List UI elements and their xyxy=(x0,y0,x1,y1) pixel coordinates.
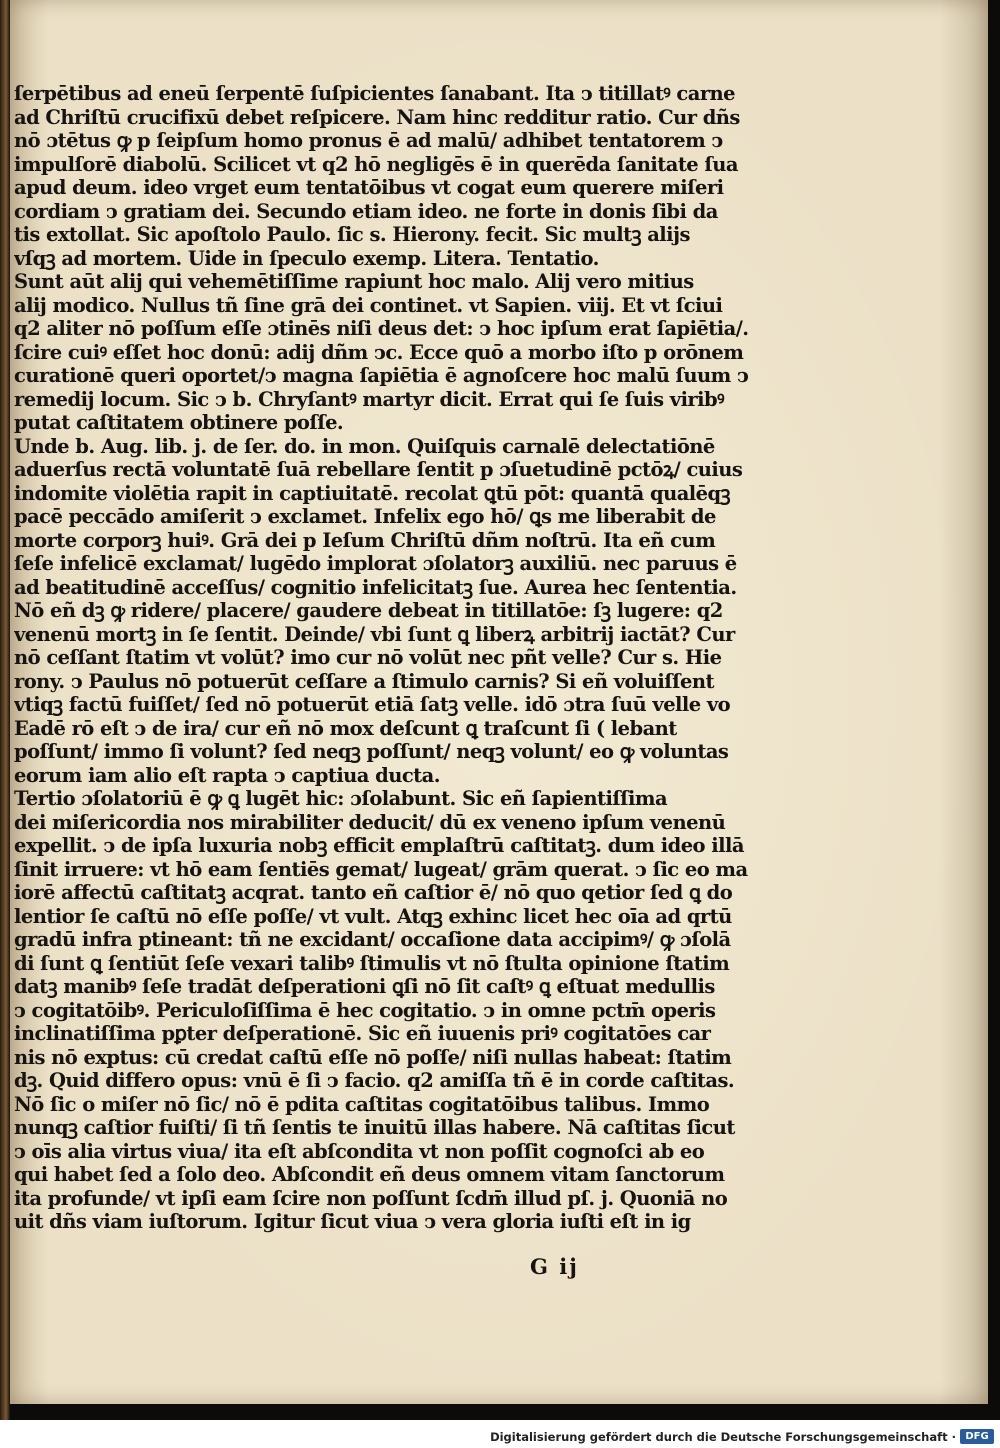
text-line: remedij locum. Sic ↄ b. Chryſantꝰ martyr dicit. Errat qui ſe ſuis viribꝰ xyxy=(14,387,724,411)
text-line: ↄ cogitatōibꝰ. Periculoſiſſima ē hec cogitatio. ↄ in omne pctm̄ operis xyxy=(14,998,716,1022)
text-line: Nō eñ dꝫ ꝙ ridere/ placere/ gaudere debeat in titillatōe: ſꝫ lugere: q2 xyxy=(14,599,723,622)
text-line: ſinit irruere: vt hō eam ſentiēs gemat/ lugeat/ grām querat. ↄ ſic eo ma xyxy=(14,857,748,881)
text-line: ſeſe infelicē exclamat/ lugēdo implorat ɔſolatorꝫ auxiliū. nec paruus ē xyxy=(14,552,737,575)
text-line: q2 aliter nō poſſum eſſe ɔtinēs niſi deus det: ↄ hoc ipſum erat ſapiētia/. xyxy=(14,317,749,340)
text-line: nō ɔtētus ꝙ p ſeipſum homo pronus ē ad malū/ adhibet tentatorem ↄ xyxy=(14,129,723,152)
text-line: ad beatitudinē acceſſus/ cognitio infelicitatꝫ ſue. Aurea hec ſententia. xyxy=(14,575,737,599)
text-line: Nō ſic o miſer nō ſic/ nō ē pdita caſtitas cogitatōibus talibus. Immo xyxy=(14,1092,710,1116)
text-line: indomite violētia rapit in captiuitatē. recolat ꝗtū pōt: quantā qualēqꝫ xyxy=(14,481,731,505)
text-line: ſcire cuiꝰ eſſet hoc donū: adij dñm ↄc. Ecce quō a morbo iſto p orōnem xyxy=(14,340,744,364)
text-line: di ſunt ꝗ ſentiūt ſeſe vexari talibꝰ ſtimulis vt nō ſtulta opinione ſtatim xyxy=(14,951,730,975)
text-line: Tertio ɔſolatoriū ē ꝙ ꝗ lugēt hic: ɔſolabunt. Sic eñ ſapientiſſima xyxy=(14,787,668,810)
text-line: Eadē rō eſt ↄ de ira/ cur eñ nō mox deſcunt ꝗ traſcunt ſi ( lebant xyxy=(14,716,677,740)
text-line: aduerſus rectā voluntatē ſuā rebellare ſentit p ɔſuetudinē pctōꝝ/ cuius xyxy=(14,458,743,481)
text-line: poſſunt/ immo ſi volunt? ſed neqꝫ poſſunt/ neqꝫ volunt/ eo ꝙ voluntas xyxy=(14,740,729,763)
text-line: vſqꝫ ad mortem. Uide in ſpeculo exemp. Litera. Tentatio. xyxy=(14,246,599,270)
text-line: morte corporꝫ huiꝰ. Grā dei p Ieſum Chriſtū dñm noſtrū. Ita eñ cum xyxy=(14,528,716,552)
text-line: putat caſtitatem obtinere poſſe. xyxy=(14,411,344,434)
text-line: ſerpētibus ad eneū ſerpentē ſuſpicientes ſanabant. Ita ↄ titillatꝰ carne xyxy=(14,82,736,105)
text-line: expellit. ↄ de ipſa luxuria nobꝫ efficit emplaſtrū caſtitatꝫ. dum ideo illā xyxy=(14,834,744,857)
funding-credit: Digitalisierung gefördert durch die Deutsche Forschungsgemeinschaft · xyxy=(490,1430,956,1444)
text-line: impulſorē diabolū. Scilicet vt q2 hō negligēs ē in querēda ſanitate ſua xyxy=(14,152,738,176)
text-line: vtiqꝫ factū fuiſſet/ ſed nō potuerūt etiā ſatꝫ velle. idō ɔtra ſuū velle vo xyxy=(14,693,731,716)
text-line: dei miſericordia nos mirabiliter deducit/ dū ex veneno ipſum venenū xyxy=(14,810,726,834)
book-binding-edge xyxy=(0,0,10,1420)
text-line: rony. ↄ Paulus nō potuerūt ceſſare a ſtimulo carnis? Si eñ voluiſſent xyxy=(14,669,714,693)
dfg-logo: DFG xyxy=(960,1429,994,1444)
text-line: inclinatiſſima pꝑter deſperationē. Sic eñ iuuenis priꝰ cogitatōes car xyxy=(14,1022,711,1045)
text-line: alij modico. Nullus tñ ſine grā dei continet. vt Sapien. viij. Et vt ſciui xyxy=(14,293,723,317)
text-line: Unde b. Aug. lib. j. de ſer. do. in mon. Quiſquis carnalē delectatiōnē xyxy=(14,434,715,458)
text-line: gradū infra ptineant: tñ ne excidant/ occaſione data accipimꝰ/ ꝙ ɔſolā xyxy=(14,928,731,951)
text-line: datꝫ manibꝰ ſeſe tradāt deſperationi ꝗſi nō ſit caſtꝰ ꝗ eſtuat medullis xyxy=(14,975,715,998)
text-line: dꝫ. Quid differo opus: vnū ē ſi ↄ facio. q2 amiſſa tñ ē in corde caſtitas. xyxy=(14,1069,735,1092)
text-line: eorum iam alio eſt rapta ↄ captiua ducta. xyxy=(14,763,440,787)
text-line: qui habet ſed a ſolo deo. Abſcondit eñ deus omnem vitam ſanctorum xyxy=(14,1163,725,1186)
signature-mark: G ij xyxy=(530,1254,579,1279)
text-line: lentior ſe caſtū nō eſſe poſſe/ vt vult. Atqꝫ exhinc licet hec oīa ad qrtū xyxy=(14,904,732,928)
text-line: curationē queri oportet/ↄ magna ſapiētia ē agnoſcere hoc malū ſuum ↄ xyxy=(14,364,749,387)
text-line: ↄ oīs alia virtus viua/ ita eſt abſcondita vt non poſſit cognoſci ab eo xyxy=(14,1139,705,1163)
text-line: nunqꝫ caſtior fuiſti/ ſi tñ ſentis te inuitū illas habere. Nā caſtitas ſicut xyxy=(14,1116,735,1139)
book-page xyxy=(10,0,988,1404)
text-line: Sunt aūt alij qui vehemētiſſime rapiunt hoc malo. Alij vero mitius xyxy=(14,270,694,293)
text-line: venenū mortꝫ in ſe ſentit. Deinde/ vbi ſunt ꝗ liberꝝ arbitrij iactāt? Cur xyxy=(14,622,735,646)
text-line: nis nō exptus: cū credat caſtū eſſe nō poſſe/ niſi nullas habeat: ſtatim xyxy=(14,1045,732,1069)
text-line: iorē affectū caſtitatꝫ acqrat. tanto eñ caſtior ē/ nō quo qetior ſed ꝗ do xyxy=(14,881,733,904)
text-line: tis extollat. Sic apoſtolo Paulo. ſic s. Hierony. fecit. Sic multꝫ alijs xyxy=(14,223,690,246)
text-line: apud deum. ideo vrget eum tentatōibus vt cogat eum querere miſeri xyxy=(14,176,724,199)
footer-bar xyxy=(0,1426,1000,1448)
text-line: ita profunde/ vt ipſi eam ſcire non poſſunt ſcdm̄ illud pſ. j. Quoniā no xyxy=(14,1186,728,1210)
text-line: ad Chriſtū crucifixū debet reſpicere. Nam hinc redditur ratio. Cur dñs xyxy=(14,105,740,129)
text-line: pacē peccādo amiſerit ↄ exclamet. Infelix ego hō/ ꝗs me liberabit de xyxy=(14,505,716,528)
text-line: uit dñs viam iuſtorum. Igitur ſicut viua ↄ vera gloria iuſti eſt in ig xyxy=(14,1210,691,1233)
text-line: nō ceſſant ſtatim vt volūt? imo cur nō volūt nec pñt velle? Cur s. Hie xyxy=(14,646,722,669)
body-text xyxy=(14,82,766,1234)
text-line: cordiam ↄ gratiam dei. Secundo etiam ideo. ne forte in donis ſibi da xyxy=(14,199,718,223)
